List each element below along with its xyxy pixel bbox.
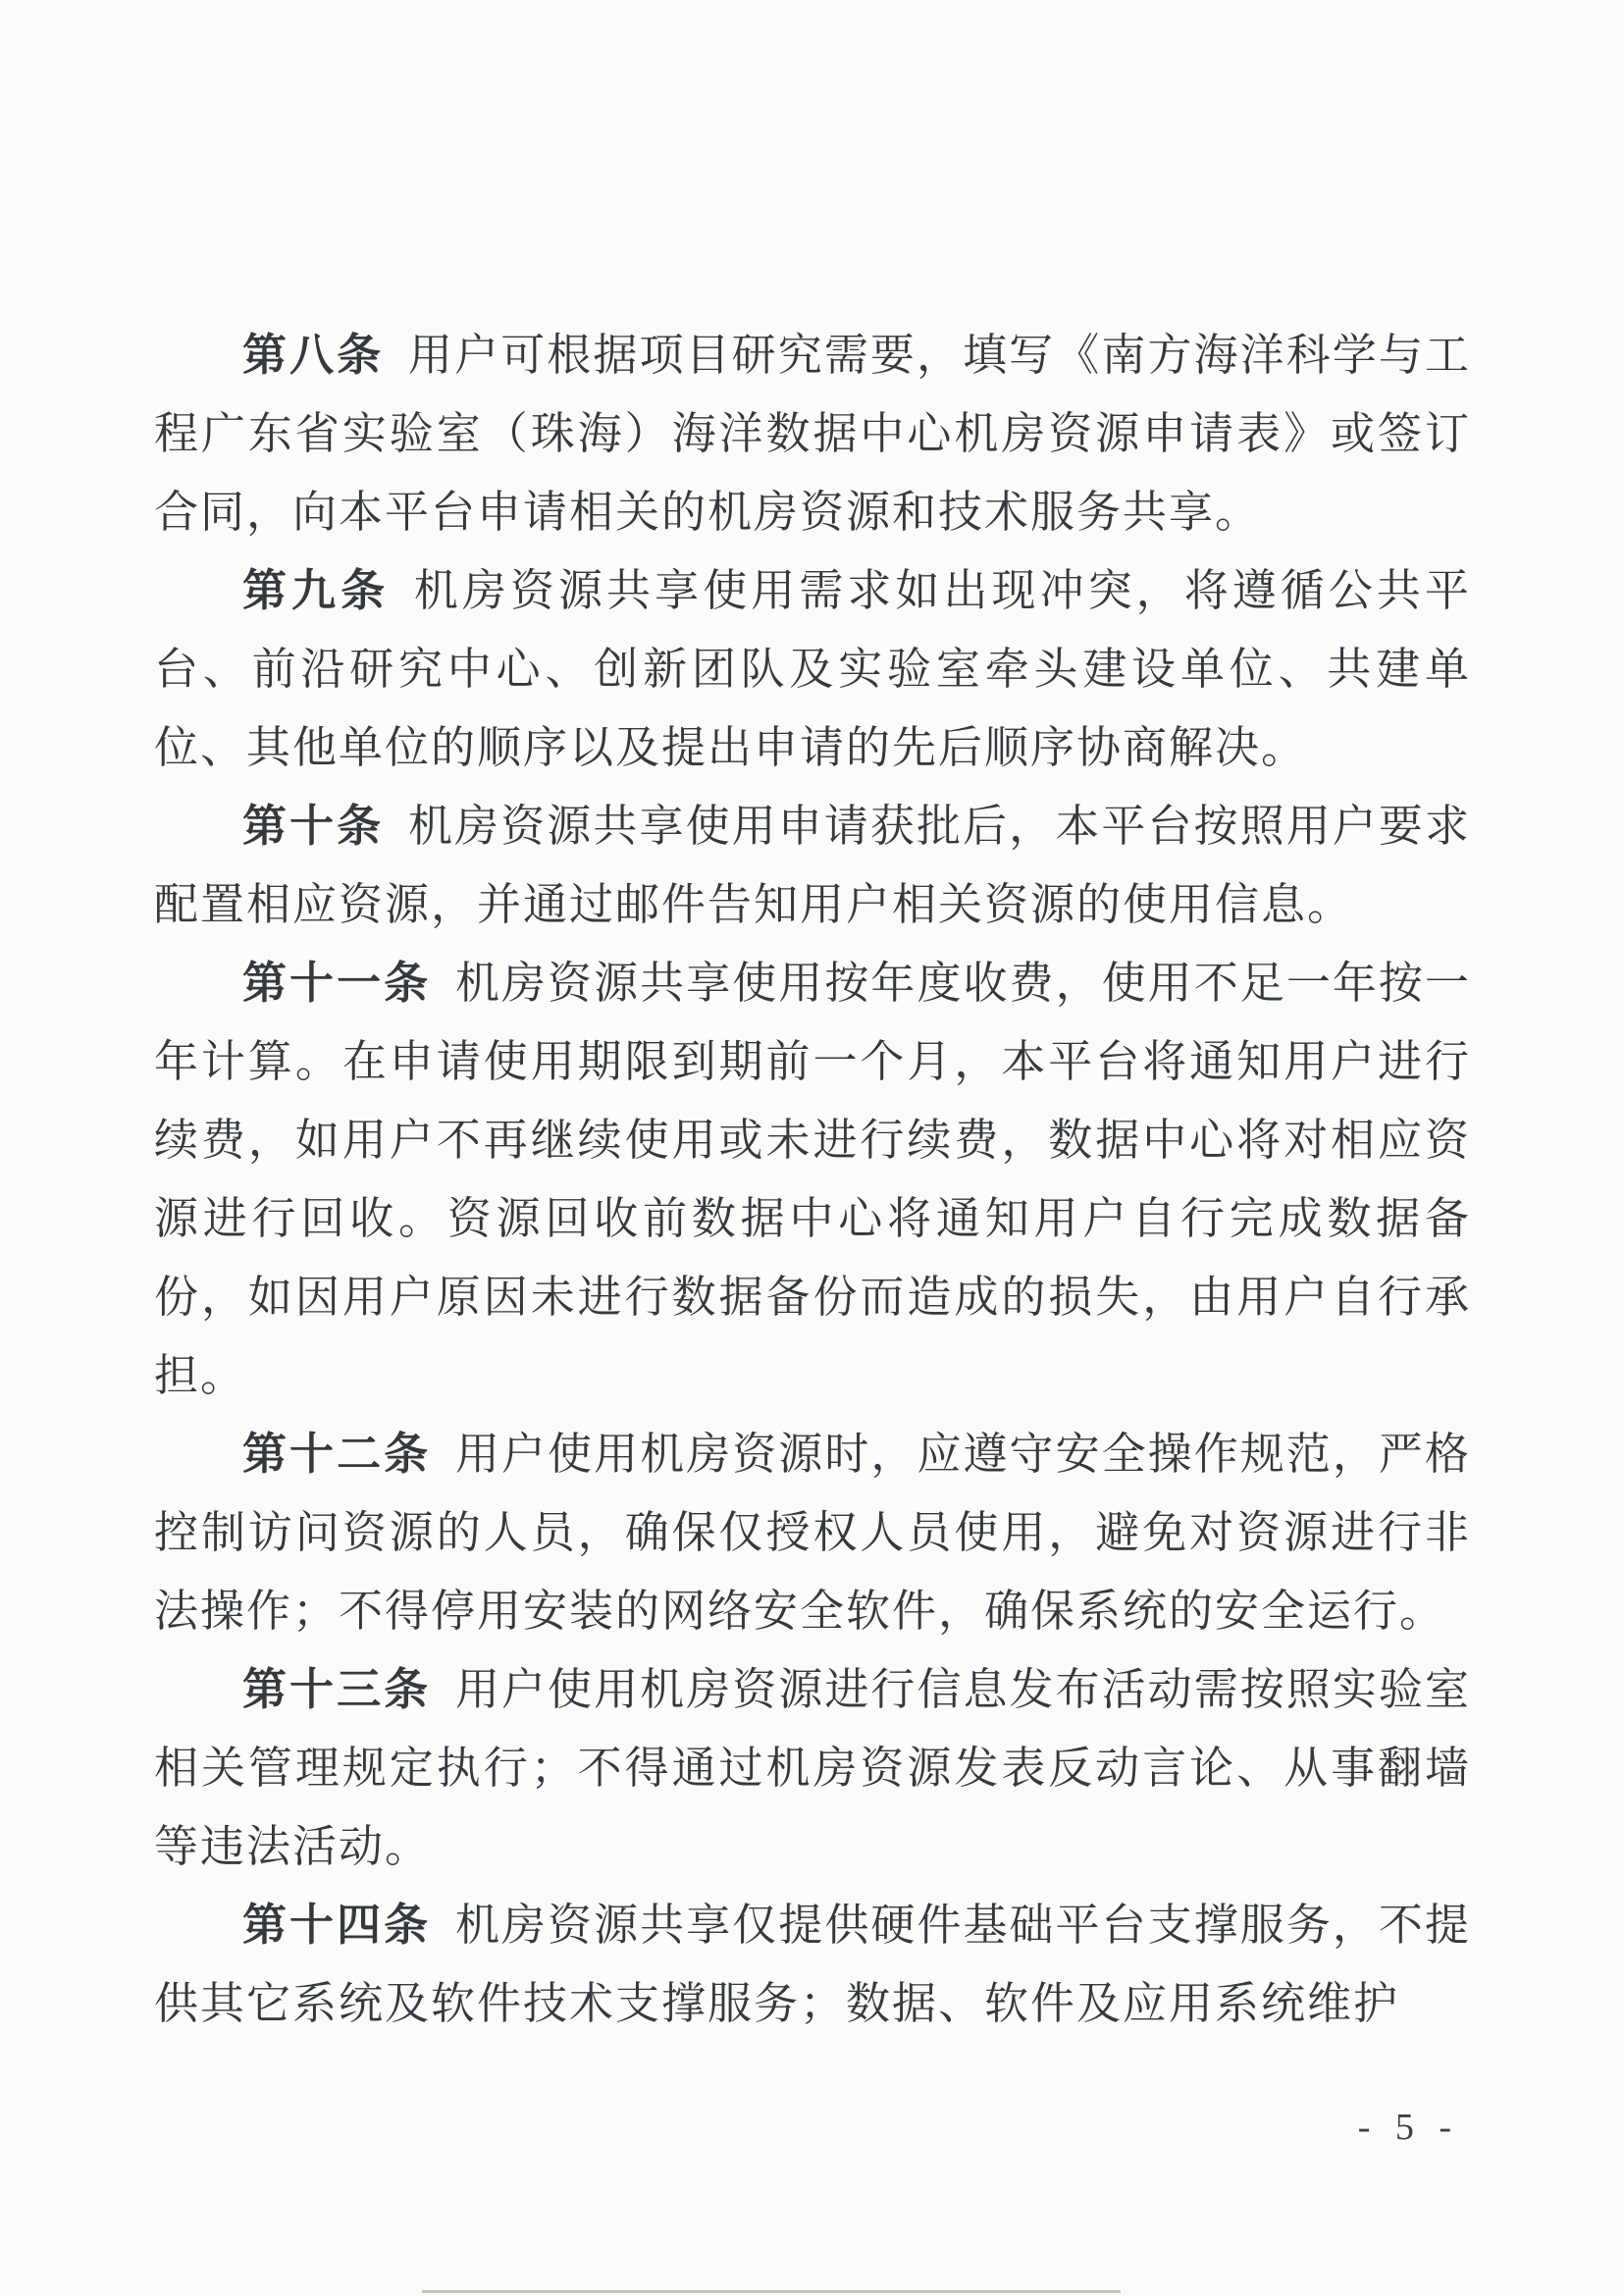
article-paragraph <box>154 1415 1471 1650</box>
article-paragraph <box>154 944 1471 1415</box>
article-number: 第八条 <box>242 330 385 380</box>
article-text: 用户使用机房资源进行信息发布活动需按照实验室相关管理规定执行；不得通过机房资源发表反动言论、从事翻墙等违法活动。 <box>154 1665 1471 1871</box>
scan-artifact-line <box>422 2290 1121 2293</box>
article-text: 机房资源共享使用需求如出现冲突，将遵循公共平台、前沿研究中心、创新团队及实验室牵头建设单位、共建单位、其他单位的顺序以及提出申请的先后顺序协商解决。 <box>154 566 1471 772</box>
article-number: 第十二条 <box>242 1429 432 1479</box>
article-paragraph <box>154 1886 1471 2043</box>
article-number: 第九条 <box>242 565 391 615</box>
article-text: 机房资源共享使用申请获批后，本平台按照用户要求配置相应资源，并通过邮件告知用户相关资源的使用信息。 <box>154 802 1471 929</box>
article-paragraph <box>154 1650 1471 1886</box>
page-number: - 5 - <box>1357 2107 1459 2148</box>
article-number: 第十三条 <box>242 1664 432 1714</box>
article-number: 第十一条 <box>242 958 432 1008</box>
article-text: 用户可根据项目研究需要，填写《南方海洋科学与工程广东省实验室（珠海）海洋数据中心机房资源申请表》或签订合同，向本平台申请相关的机房资源和技术服务共享。 <box>154 331 1471 537</box>
article-text: 机房资源共享使用按年度收费，使用不足一年按一年计算。在申请使用期限到期前一个月，本平台将通知用户进行续费，如用户不再继续使用或未进行续费，数据中心将对相应资源进行回收。资源回收前数据中心将通知用户自行完成数据备份，如因用户原因未进行数据备份而造成的损失，由用户自行承担。 <box>154 959 1471 1400</box>
article-paragraph <box>154 787 1471 944</box>
article-text: 机房资源共享仅提供硬件基础平台支撑服务，不提供其它系统及软件技术支撑服务；数据、软件及应用系统维护 <box>154 1901 1471 2028</box>
article-paragraph <box>154 551 1471 787</box>
article-paragraph <box>154 316 1471 551</box>
article-number: 第十四条 <box>242 1900 432 1950</box>
document-body <box>154 316 1471 2043</box>
article-number: 第十条 <box>242 801 385 851</box>
article-text: 用户使用机房资源时，应遵守安全操作规范，严格控制访问资源的人员，确保仅授权人员使用，避免对资源进行非法操作；不得停用安装的网络安全软件，确保系统的安全运行。 <box>154 1430 1471 1636</box>
